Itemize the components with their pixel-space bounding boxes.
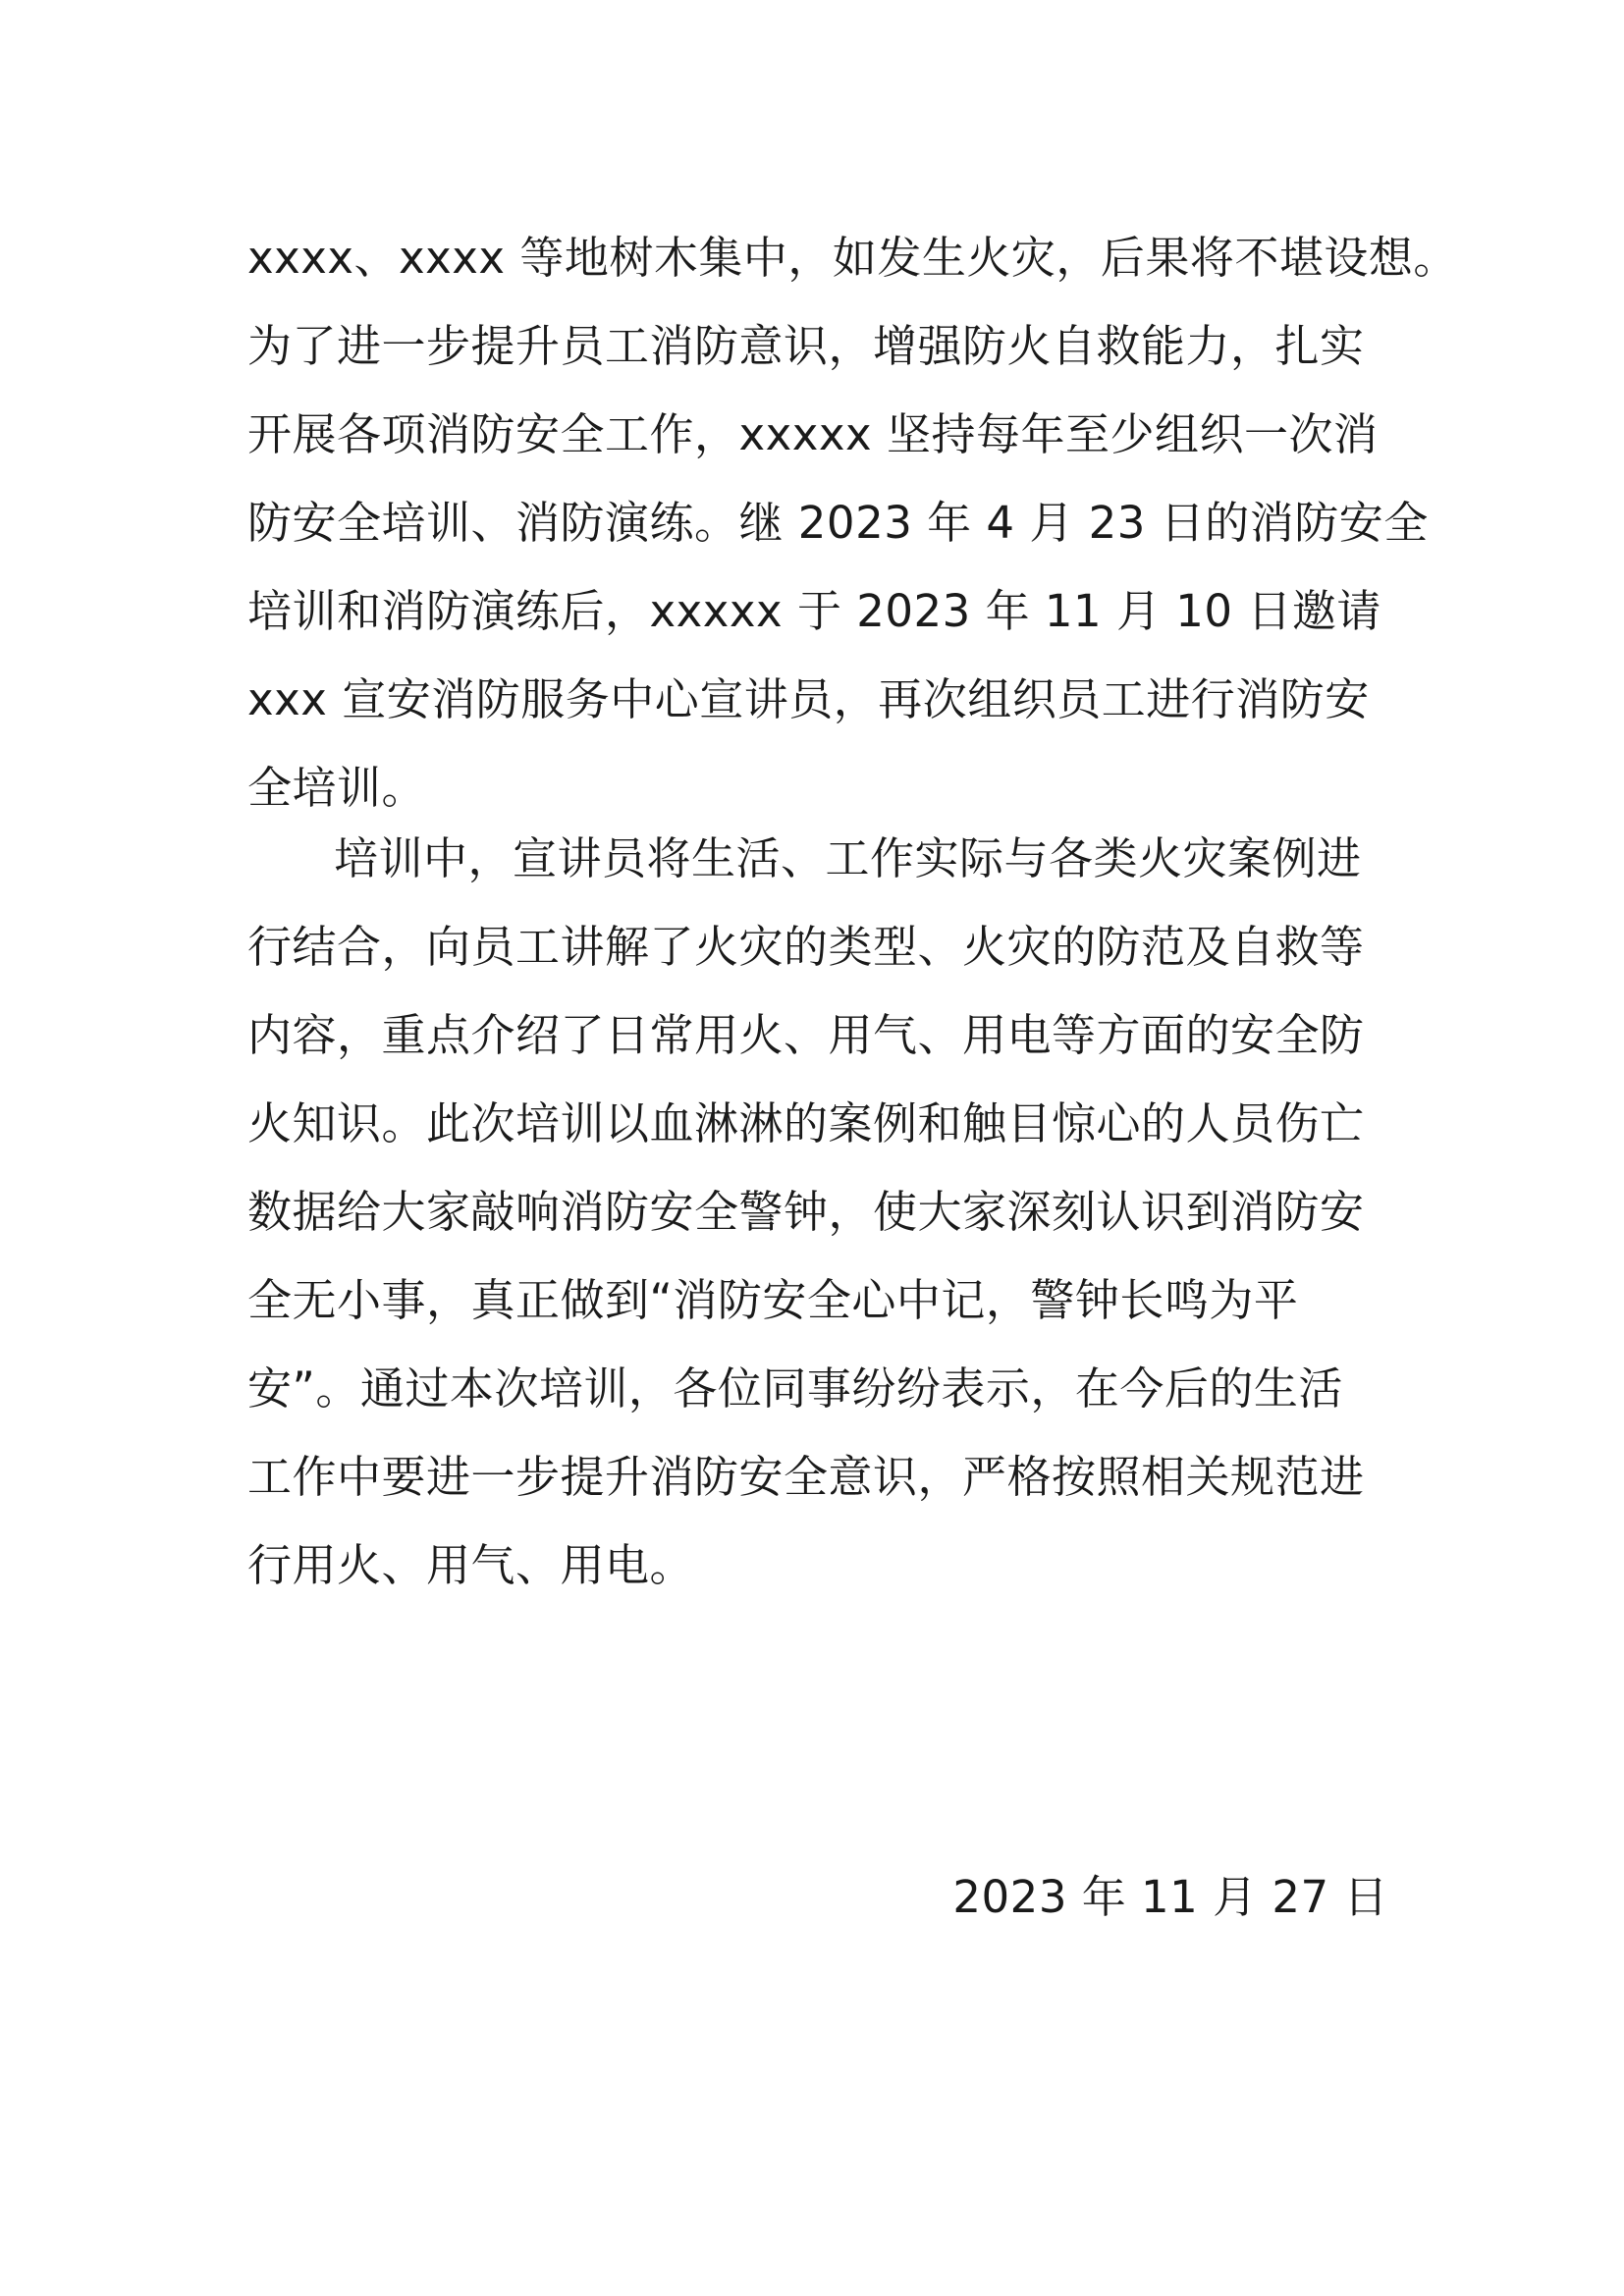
- text-line: 全培训。: [247, 762, 427, 814]
- text-line: 内容，重点介绍了日常用火、用气、用电等方面的安全防: [247, 1009, 1365, 1061]
- text-line: xxx 宣安消防服务中心宣讲员，再次组织员工进行消防安: [247, 673, 1370, 725]
- text-line: 工作中要进一步提升消防安全意识，严格按照相关规范进: [247, 1451, 1365, 1503]
- text-line: xxxx、xxxx 等地树木集中，如发生火灾，后果将不堪设想。: [247, 232, 1458, 284]
- text-line: 防安全培训、消防演练。继 2023 年 4 月 23 日的消防安全: [247, 497, 1429, 549]
- text-line: 培训中，宣讲员将生活、工作实际与各类火灾案例进: [334, 832, 1362, 884]
- paragraph-2: [247, 815, 1388, 1610]
- text-line: 为了进一步提升员工消防意识，增强防火自救能力，扎实: [247, 320, 1365, 372]
- text-line: 火知识。此次培训以血淋淋的案例和触目惊心的人员伤亡: [247, 1097, 1365, 1149]
- text-line: 安”。通过本次培训，各位同事纷纷表示，在今后的生活: [247, 1362, 1343, 1415]
- text-line: 开展各项消防安全工作，xxxxx 坚持每年至少组织一次消: [247, 408, 1379, 460]
- text-line: 全无小事，真正做到“消防安全心中记，警钟长鸣为平: [247, 1274, 1299, 1326]
- paragraph-1: [247, 214, 1458, 832]
- text-line: 行结合，向员工讲解了火灾的类型、火灾的防范及自救等: [247, 921, 1365, 973]
- text-line: 数据给大家敲响消防安全警钟，使大家深刻认识到消防安: [247, 1186, 1365, 1238]
- signature-date: 2023 年 11 月 27 日: [952, 1871, 1388, 1923]
- text-line: 行用火、用气、用电。: [247, 1539, 695, 1591]
- text-line: 培训和消防演练后，xxxxx 于 2023 年 11 月 10 日邀请: [247, 585, 1381, 637]
